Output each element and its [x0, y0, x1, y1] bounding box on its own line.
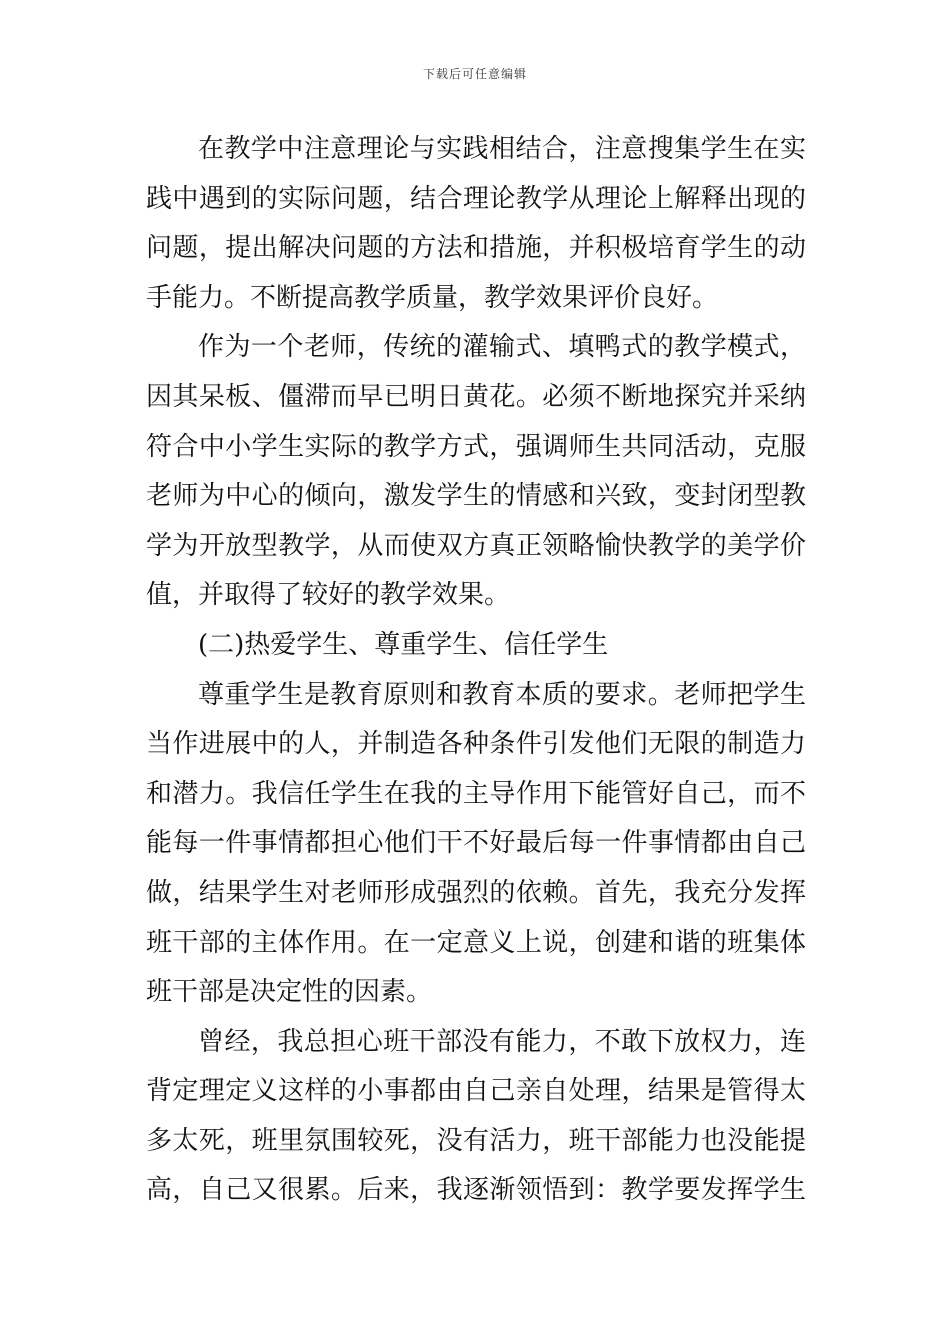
paragraph-line: 和潜力。我信任学生在我的主导作用下能管好自己，而不	[146, 778, 806, 809]
paragraph-line: 背定理定义这样的小事都由自己亲自处理，结果是管得太	[146, 1076, 806, 1107]
paragraph-line: 践中遇到的实际问题，结合理论教学从理论上解释出现的	[146, 183, 806, 214]
paragraph-line: 班干部是决定性的因素。	[146, 977, 433, 1008]
paragraph-line: 学为开放型教学，从而使双方真正领略愉快教学的美学价	[146, 530, 806, 561]
paragraph-line: 能每一件事情都担心他们干不好最后每一件事情都由自己	[146, 828, 806, 859]
paragraph-line: 值，并取得了较好的教学效果。	[146, 580, 511, 611]
paragraph-line: 符合中小学生实际的教学方式，强调师生共同活动，克服	[146, 431, 806, 462]
paragraph-line: 做，结果学生对老师形成强烈的依赖。首先，我充分发挥	[146, 877, 806, 908]
paragraph-line: 问题，提出解决问题的方法和措施，并积极培育学生的动	[146, 233, 806, 264]
paragraph-line: 作为一个老师，传统的灌输式、填鸭式的教学模式，	[198, 332, 806, 363]
paragraph-line: 老师为中心的倾向，激发学生的情感和兴致，变封闭型教	[146, 481, 806, 512]
body-text	[146, 125, 806, 1216]
page-header-note: 下载后可任意编辑	[422, 67, 527, 81]
paragraph-line: 班干部的主体作用。在一定意义上说，创建和谐的班集体	[146, 927, 806, 958]
paragraph-line: 多太死，班里氛围较死，没有活力，班干部能力也没能提	[146, 1125, 806, 1156]
paragraph-line: 曾经，我总担心班干部没有能力，不敢下放权力，连	[198, 1026, 806, 1057]
paragraph-line: 当作进展中的人，并制造各种条件引发他们无限的制造力	[146, 729, 806, 760]
paragraph-line: 尊重学生是教育原则和教育本质的要求。老师把学生	[198, 679, 806, 710]
paragraph-line: 手能力。不断提高教学质量，教学效果评价良好。	[146, 282, 719, 313]
paragraph-line: 因其呆板、僵滞而早已明日黄花。必须不断地探究并采纳	[146, 381, 806, 412]
paragraph-line: 在教学中注意理论与实践相结合，注意搜集学生在实	[198, 134, 806, 164]
paragraph-line: 高，自己又很累。后来，我逐渐领悟到：教学要发挥学生	[146, 1175, 806, 1206]
section-heading: (二)热爱学生、尊重学生、信任学生	[198, 629, 609, 660]
